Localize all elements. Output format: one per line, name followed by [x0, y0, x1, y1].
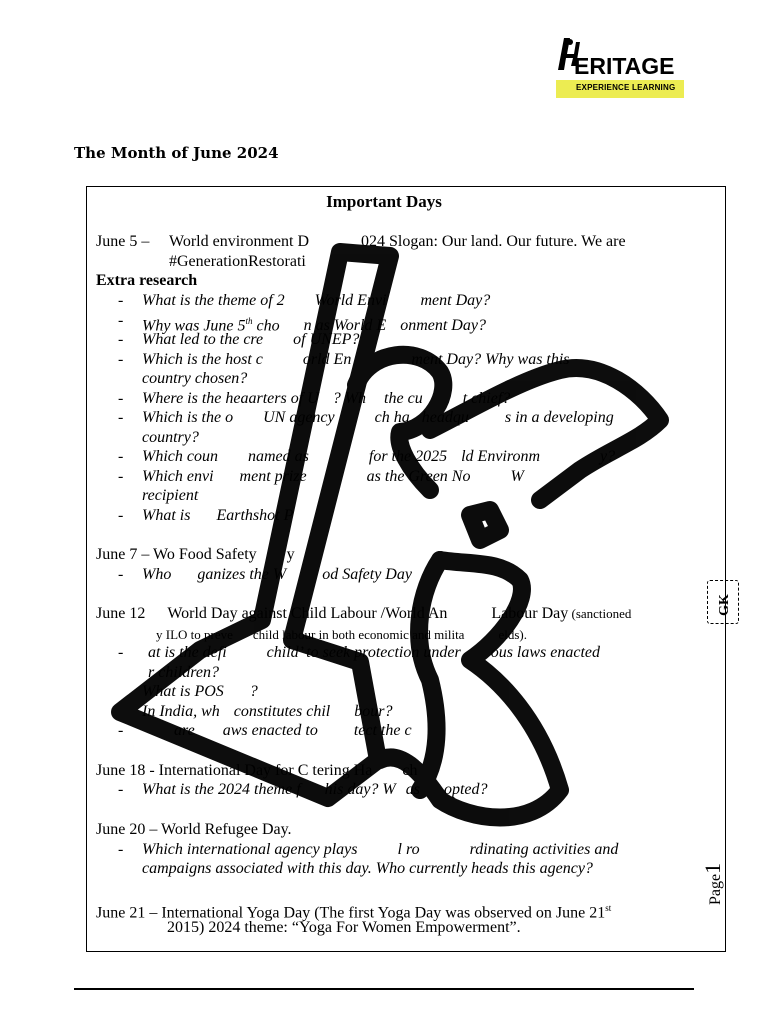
heritage-logo — [556, 36, 684, 98]
logo-tagline: EXPERIENCE LEARNING — [576, 83, 676, 92]
june7-line: June 7 – Wo Food Safety y — [96, 546, 295, 563]
june5-line2: #GenerationRestorati — [169, 253, 306, 270]
page-title: The Month of June 2024 — [74, 144, 279, 162]
june21-line: June 21 – International Yoga Day (The first Yoga Day was observed on June 21st — [96, 903, 612, 922]
footer-rule — [74, 988, 694, 990]
box-title: Important Days — [326, 192, 442, 211]
logo-wordmark: ERITAGE — [574, 53, 675, 79]
gk-side-tab: GK — [707, 580, 739, 624]
june21-line2: 2015) 2024 theme: “Yoga For Women Empowerment”. — [167, 919, 521, 936]
june12-line2: y ILO to preve child labour in both economic and milita elds). — [156, 627, 527, 642]
page-number: Page1 — [700, 862, 725, 905]
june12-line: June 12 World Day against Child Labour /World An Labour Day (sanctioned — [96, 605, 632, 622]
extra-research-heading: Extra research — [96, 272, 198, 289]
june20-line: June 20 – World Refugee Day. — [96, 821, 292, 838]
june5-line: June 5 – World environment D 024 Slogan: Our land. Our future. We are — [96, 233, 626, 250]
june18-line: June 18 - International Day for C tering Ha ch — [96, 762, 418, 779]
